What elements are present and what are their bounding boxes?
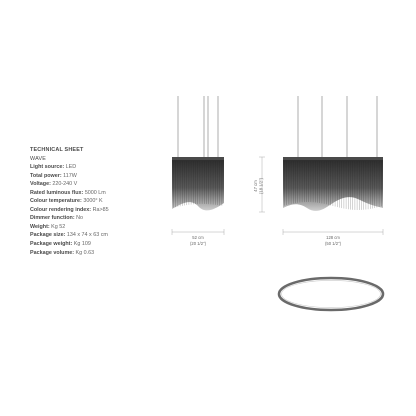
front-width-in-label: (50 1/2'') xyxy=(324,241,342,246)
spec-row-dimmer: Dimmer function: No xyxy=(30,215,84,222)
top-view-ring-inner xyxy=(282,280,381,307)
front-width-cm-label: 128 cm xyxy=(326,235,340,240)
sheet-title: TECHNICAL SHEET xyxy=(30,147,84,153)
side-width-dimension xyxy=(172,229,224,246)
side-width-in-label: (20 1/2'') xyxy=(189,241,207,246)
height-dimension xyxy=(253,157,265,212)
front-canopy-bar xyxy=(283,157,383,160)
side-crystal-body xyxy=(172,160,224,210)
side-width-cm-label: 52 cm xyxy=(192,235,204,240)
front-width-dimension xyxy=(283,229,383,246)
spec-row-colour-temperature: Colour temperature: 3000° K xyxy=(30,198,103,205)
spec-row-package-volume: Package volume: Kg 0.63 xyxy=(30,249,95,256)
spec-row-light-source: Light source: LED xyxy=(30,164,77,171)
spec-row-luminous-flux: Rated luminous flux: 5000 Lm xyxy=(30,189,106,196)
side-view xyxy=(172,96,224,210)
top-view xyxy=(279,278,383,310)
spec-row-package-size: Package size: 134 x 74 x 63 cm xyxy=(30,232,108,239)
height-cm-label: 47 cm xyxy=(253,180,258,192)
front-view xyxy=(283,96,383,211)
height-in-label: (18 1/2'') xyxy=(258,177,264,195)
spec-row-weight: Weight: Kg 52 xyxy=(30,223,66,230)
spec-row-total-power: Total power: 117W xyxy=(30,172,77,179)
top-view-ring-outer xyxy=(279,278,383,310)
spec-row-colour-rendering: Colour rendering index: Ra>85 xyxy=(30,206,109,213)
spec-row-package-weight: Package weight: Kg 109 xyxy=(30,241,91,248)
spec-row-voltage: Voltage: 220-240 V xyxy=(30,181,78,188)
side-canopy-bar xyxy=(172,157,224,160)
product-name: WAVE xyxy=(30,155,47,162)
